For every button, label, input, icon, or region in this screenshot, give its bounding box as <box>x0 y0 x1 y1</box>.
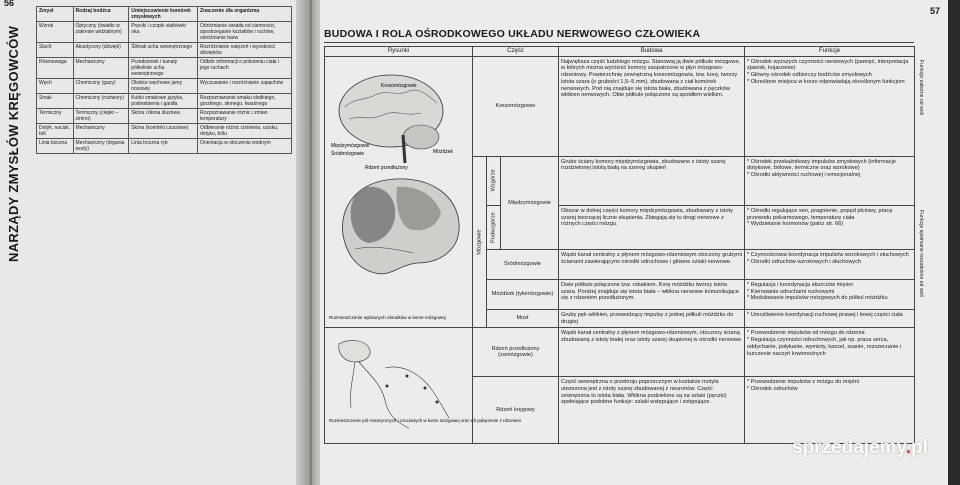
cell-zmysl: Termiczny <box>37 109 74 124</box>
cell-zmysl: Smak <box>37 94 74 109</box>
funkcje-wzgorze: * Ośrodek przekaźnikowy impulsów zmysłowych (informacje dotykowe, bólowe, termiczne oraz wzrokowe) * Ośrodki aktywności ruchowej i emocjonalnej <box>745 156 915 205</box>
side-note-involuntary: Funkcje spełniane niezależnie od woli <box>918 210 924 297</box>
col-bodziec: Rodzaj bodźca <box>73 7 129 22</box>
cell-znaczenie: Rozróżnianie natężeń i wysokości dźwięków <box>198 43 292 58</box>
budowa-rdzen-kregowy: Część wewnętrzna o przekroju poprzecznym w kształcie motyla utworzona jest z istoty szarej zbudowanej z neuronów. Część zewnętrzna to istota biała. Włókna podzielone są na szlaki (pęczki) spełniające podobne funkcje: szlaki wstępujące i zstępujące. <box>559 377 745 444</box>
cell-znaczenie: Wyczuwanie i rozróżnianie zapachów <box>198 79 292 94</box>
cell-znaczenie: Rozpoznawanie smaku słodkiego, gorzkiego, słonego, kwaśnego <box>198 94 292 109</box>
cell-znaczenie: Odróżnianie światła od ciemności, spostrzeganie kształtów i ruchów, odróżnianie barw <box>198 22 292 43</box>
table-row <box>37 58 292 79</box>
label-miedzymozgowie: Międzymózgowie <box>331 142 370 149</box>
cell-komorki: Pręciki i czopki siatkówki oka <box>129 22 198 43</box>
cell-zmysl: Dotyk, nacisk, ból <box>37 124 74 139</box>
part-rdzen-przedluzony: Rdzeń przedłużony (zamózgowie) <box>473 328 559 377</box>
budowa-kresomozgowie: Największa część ludzkiego mózgu. Stanowią ją dwie półkule mózgowe, w których można wyróżnić komory zaopatrzone w płyn mózgowo-rdzeniowy. Powierzchnię zewnętrzną kresomózgowia, tzw. korę, tworzy istota szara (o grubości 1,5–5 mm), zbudowana z ciał komórek nerwowych. Pod nią znajduje się istota biała, zbudowana z pęczków włókien nerwowych. Obie półkule połączone są spoidłem wielkim. <box>559 56 745 156</box>
col-czesc: Część <box>473 47 559 57</box>
label-srodmozgowie: Śródmózgowie <box>331 150 365 157</box>
table-row <box>37 109 292 124</box>
cell-zmysl: Słuch <box>37 43 74 58</box>
senses-table <box>36 6 292 154</box>
cell-zmysl: Wzrok <box>37 22 74 43</box>
table-row <box>37 79 292 94</box>
cell-znaczenie: Odbiór informacji o położeniu ciała i jego ruchach <box>198 58 292 79</box>
part-rdzen-kregowy: Rdzeń kręgowy <box>473 377 559 444</box>
sub-podwzgorze: Podwzgórze <box>487 206 501 250</box>
cell-bodziec: Mechaniczny (drgania wody) <box>73 139 129 154</box>
cell-zmysl: Równowaga <box>37 58 74 79</box>
page-edge <box>948 0 960 485</box>
col-budowa: Budowa <box>559 47 745 57</box>
nerve-node <box>424 387 427 390</box>
budowa-podwzgorze: Obszar w dolnej części komory międzymózgowia, zbudowany z istoty szarej tworzącej liczne skupienia. Zbiegają się tu drogi nerwowe z różnych części mózgu. <box>559 206 745 250</box>
cell-znaczenie: Odbieranie różnic ciśnienia, ucisku, dotyku, bólu <box>198 124 292 139</box>
budowa-wzgorze: Grube ściany komory międzymózgowia, zbudowane z istoty szarej rozdzielonej istotą białą na szereg skupień <box>559 156 745 205</box>
label-mozdzek: Móżdżek <box>433 148 454 155</box>
cord-caption: Rozmieszczenie pól motorycznych i czuciowych w korze mózgowej oraz ich połączenie z rdzeniem <box>329 418 522 424</box>
table-row <box>37 22 292 43</box>
cell-komorki: Linia boczna ryb <box>129 139 198 154</box>
col-komorki: Umiejscowienie komórek zmysłowych <box>129 7 198 22</box>
cell-komorki: Ślimak ucha wewnętrznego <box>129 43 198 58</box>
table-row <box>37 43 292 58</box>
table-row <box>37 139 292 154</box>
funkcje-most: * Umożliwienie koordynacji ruchowej prawej i lewej części ciała <box>745 310 915 328</box>
cell-bodziec: Optyczny (światło w zakresie widzialnym) <box>73 22 129 43</box>
cns-table <box>324 46 915 444</box>
col-rysunki: Rysunki <box>325 47 473 57</box>
label-rdzen-przedluzony: Rdzeń przedłużony <box>365 164 408 171</box>
nerve-node <box>436 401 439 404</box>
watermark-dot: . <box>905 437 911 458</box>
left-page <box>0 0 312 485</box>
part-miedzymozgowie: Międzymózgowie <box>501 156 559 249</box>
title-rule <box>324 42 914 43</box>
cell-bodziec: Akustyczny (dźwięk) <box>73 43 129 58</box>
cell-komorki: Kubki smakowe języka, podniebienia i gardła <box>129 94 198 109</box>
cell-bodziec: Mechaniczny <box>73 58 129 79</box>
cerebellum-shape <box>403 125 439 149</box>
table-row <box>37 94 292 109</box>
nerve-pathway <box>385 367 449 418</box>
right-page <box>320 0 950 485</box>
funkcje-srodmozgowie: * Czynnościowa koordynacja impulsów wzrokowych i słuchowych * Ośrodki odruchów wzrokowych i słuchowych <box>745 250 915 280</box>
cell-komorki: Okolice węchowe jamy nosowej <box>129 79 198 94</box>
funkcje-rdzen-przedluzony: * Przewodzenie impulsów od mózgu do rdzenia * Regulacja czynności odruchowych, jak np. praca serca, oddychanie, połykanie, wymioty, kaszel, ssanie, rozszerzanie i kurczenie naczyń krwionośnych <box>745 328 915 377</box>
label-kresomozgowie: Kresomózgowie <box>381 82 417 89</box>
right-page-number: 57 <box>930 6 941 16</box>
budowa-srodmozgowie: Wąski kanał centralny z płynem mózgowo-rdzeniowym otoczony grubymi ścianami zawierającymi ośrodki odruchowe i główne szlaki nerwowe. <box>559 250 745 280</box>
cell-komorki: Skóra i błona śluzowa <box>129 109 198 124</box>
cell-komorki: Przedsionek i kanały półkoliste ucha wewnętrznego <box>129 58 198 79</box>
table-row <box>37 124 292 139</box>
funkcje-mozdzek: * Regulacja i koordynacja skurczów mięśni * Kierowanie odruchami ruchowymi * Modulowanie impulsów mózgowych do półkul móżdżku <box>745 280 915 310</box>
cell-zmysl: Węch <box>37 79 74 94</box>
sub-wzgorze: Wzgórze <box>487 156 501 205</box>
figure-brain-cortex <box>325 56 473 328</box>
cell-znaczenie: Orientacja w otoczeniu wodnym <box>198 139 292 154</box>
brainstem-shape <box>403 135 405 163</box>
cell-bodziec: Termiczny (ciepło – zimno) <box>73 109 129 124</box>
left-page-title: NARZĄDY ZMYSŁÓW KRĘGOWCÓW <box>6 25 21 262</box>
funkcje-podwzgorze: * Ośrodki regulujące sen, pragnienie, popęd płciowy, pracę przewodu pokarmowego, temperaturę ciała * Wydzielanie hormonów (patrz str. 66) <box>745 206 915 250</box>
cell-znaczenie: Rozpoznawanie różnic i zmian temperatury <box>198 109 292 124</box>
watermark-tld: pl <box>910 437 928 458</box>
left-page-number: 56 <box>4 0 15 8</box>
nerve-node <box>386 385 389 388</box>
funkcje-kresomozgowie: * Ośrodek wyższych czynności nerwowych (pamięć, interpretacja zjawisk, kojarzenie) * Główny ośrodek odbiorczy bodźców zmysłowych * Określone miejsca w korze odpowiadają określonym funkcjom <box>745 56 915 156</box>
part-most: Most <box>487 310 559 328</box>
cell-bodziec: Chemiczny (roztwory) <box>73 94 129 109</box>
side-note-voluntary: Funkcje zależne od woli <box>918 60 924 116</box>
nerve-node <box>406 375 409 378</box>
part-kresomozgowie: Kresomózgowie <box>473 56 559 156</box>
budowa-rdzen-przedluzony: Wąski kanał centralny z płynem mózgowo-rdzeniowym, otoczony ścianą zbudowaną z istoty białej oraz istoty szarej skupionej w ośrodki nerwowe <box>559 328 745 377</box>
budowa-mozdzek: Dwie półkule połączone tzw. robakiem. Korę móżdżku tworzy istota szara. Poniżej znajduje się istota biała – włókna nerwowe komunikujące się z rdzeniem przedłużonym. <box>559 280 745 310</box>
cell-zmysl: Linia boczna <box>37 139 74 154</box>
cell-bodziec: Mechaniczny <box>73 124 129 139</box>
cell-bodziec: Chemiczny (gazy) <box>73 79 129 94</box>
part-mozdzek: Móżdżek (tyłomózgowie) <box>487 280 559 310</box>
cell-komorki: Skóra (komórki czuciowe) <box>129 124 198 139</box>
col-zmysl: Zmysł <box>37 7 74 22</box>
sprzedajemy-watermark <box>792 437 928 459</box>
group-mozgowie: Mózgowie <box>473 156 487 328</box>
cortex-caption: Rozmieszczenie wybranych ośrodków w korze mózgowej <box>329 314 446 320</box>
brain-illustration <box>325 57 473 325</box>
funkcje-rdzen-kregowy: * Przewodzenie impulsów z mózgu do mięśni * Ośrodek odruchów <box>745 377 915 444</box>
nerve-pathway <box>350 362 355 408</box>
col-znaczenie: Znaczenie dla organizmu <box>198 7 292 22</box>
right-page-title: BUDOWA I ROLA OŚRODKOWEGO UKŁADU NERWOWEGO CZŁOWIEKA <box>324 28 701 40</box>
budowa-most: Gruby pęk włókien, przewodzący impulsy z jednej półkuli móżdżku do drugiej <box>559 310 745 328</box>
part-srodmozgowie: Śródmózgowie <box>487 250 559 280</box>
watermark-brand: sprzedajemy <box>792 437 906 458</box>
col-funkcje: Funkcje <box>745 47 915 57</box>
brain-outline-small <box>339 341 370 362</box>
